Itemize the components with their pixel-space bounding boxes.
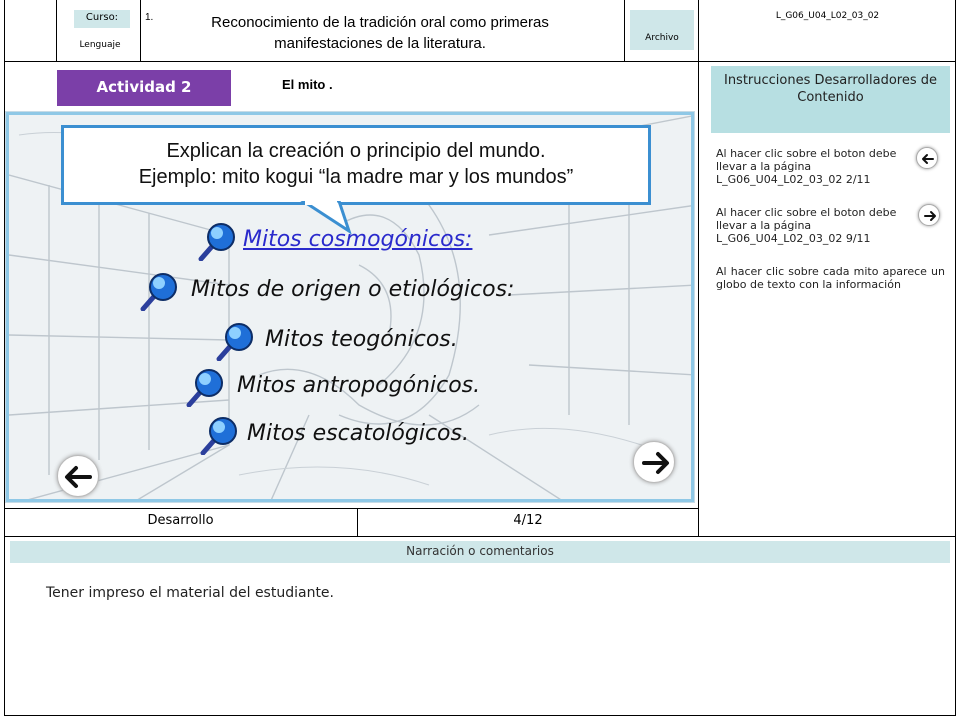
activity-topic: El mito . (282, 77, 333, 92)
instr-prev-button (916, 147, 938, 169)
arrow-right-icon (919, 205, 941, 227)
instructions-col-divider (698, 0, 699, 537)
section-label: Desarrollo (147, 513, 214, 528)
arrow-left-icon (58, 456, 100, 498)
info-bubble (61, 125, 651, 205)
pin-icon (215, 321, 255, 361)
header-col-2 (140, 0, 141, 61)
archivo-label: Archivo (630, 10, 694, 50)
myth-label[interactable]: Mitos antropogónicos. (237, 373, 481, 398)
subject-name: Lenguaje (79, 40, 121, 50)
bubble-line-1: Explican la creación o principio del mundo. (166, 140, 546, 162)
header-divider (4, 61, 956, 62)
slide-panel (6, 112, 694, 502)
arrow-right-icon (634, 442, 676, 484)
file-code: L_G06_U04_L02_03_02 (775, 11, 880, 21)
narration-divider (4, 536, 956, 537)
narration-text: Tener impreso el material del estudiante. (46, 585, 334, 601)
next-button[interactable] (633, 441, 675, 483)
pin-icon (185, 367, 225, 407)
myth-label[interactable]: Mitos cosmogónicos: (243, 227, 473, 252)
curso-label: Curso: (74, 10, 130, 28)
myth-label[interactable]: Mitos de origen o etiológicos: (191, 277, 515, 302)
page-title: Reconocimiento de la tradición oral como primeras manifestaciones de la literatura. (211, 14, 549, 52)
pin-icon (139, 271, 179, 311)
prev-button[interactable] (57, 455, 99, 497)
lesson-number: 1. (145, 12, 154, 23)
instruction-myths: Al hacer clic sobre cada mito aparece un globo de texto con la información (716, 265, 945, 291)
pin-icon (199, 415, 239, 455)
instruction-prev: Al hacer clic sobre el boton debe llevar a la página L_G06_U04_L02_03_02 2/11 (716, 147, 897, 186)
instructions-header: Instrucciones Desarrolladores de Contenido (711, 66, 950, 133)
page-counter: 4/12 (513, 513, 543, 528)
instr-next-button (918, 204, 940, 226)
myth-label[interactable]: Mitos escatológicos. (247, 421, 469, 446)
border-bottom (4, 715, 956, 716)
header-col-3 (624, 0, 625, 61)
narration-header: Narración o comentarios (10, 541, 950, 563)
header-col-1 (56, 0, 57, 61)
myth-label[interactable]: Mitos teogónicos. (265, 327, 458, 352)
instruction-next: Al hacer clic sobre el boton debe llevar a la página L_G06_U04_L02_03_02 9/11 (716, 206, 897, 245)
bubble-line-2: Ejemplo: mito kogui “la madre mar y los mundos” (138, 166, 574, 188)
border-left (4, 0, 5, 716)
arrow-left-icon (917, 148, 939, 170)
activity-badge: Actividad 2 (57, 70, 231, 106)
border-right (955, 0, 956, 716)
pin-icon (197, 221, 237, 261)
